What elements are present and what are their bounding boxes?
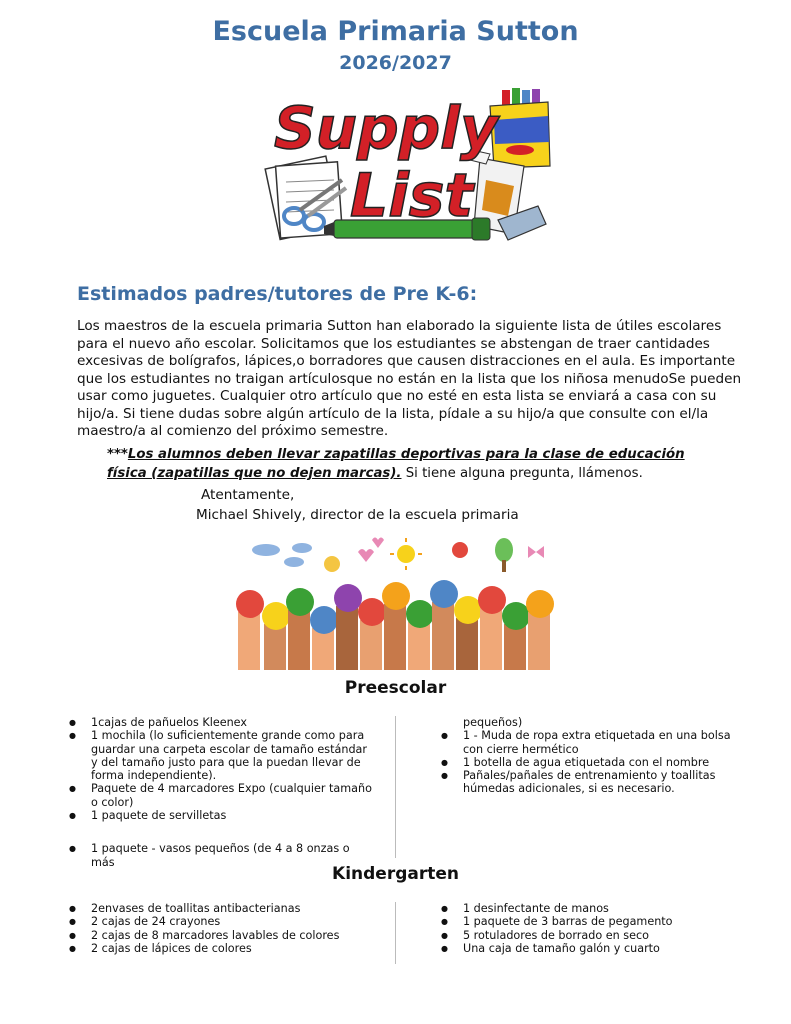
notice-emphasis: Los alumnos deben llevar zapatillas deportivas para la clase de educación física (zapatillas que no dejen marcas).	[107, 447, 685, 481]
list-item: ● 2 cajas de 8 marcadores lavables de colores	[70, 929, 375, 942]
preschool-list-left	[70, 716, 375, 869]
banner-word-list: List	[350, 161, 474, 231]
list-item: ● Paquete de 4 marcadores Expo (cualquier tamaño o color)	[70, 782, 375, 809]
list-item: ● Una caja de tamaño galón y cuarto	[442, 942, 747, 955]
preschool-list-right	[442, 716, 747, 796]
crayon-box-icon	[490, 88, 550, 168]
list-item-continuation: pequeños)	[463, 716, 523, 729]
kindergarten-list-right	[442, 902, 747, 955]
closing: Atentamente,	[201, 487, 295, 503]
supply-list-banner	[262, 84, 552, 252]
school-year: 2026/2027	[339, 52, 452, 74]
notice-rest: Si tiene alguna pregunta, llámenos.	[401, 466, 643, 481]
list-item: ● 1 paquete de servilletas	[70, 809, 375, 822]
shoes-notice	[107, 445, 717, 483]
banner-word-supply: Supply	[274, 94, 498, 162]
list-item: ● 1 paquete - vasos pequeños (de 4 a 8 onzas o más	[70, 842, 375, 869]
list-item: ● 2 cajas de lápices de colores	[70, 942, 375, 955]
notice-stars: ***	[107, 447, 128, 462]
list-item: ● 1 mochila (lo suficientemente grande como para guardar una carpeta escolar de tamaño estándar y del tamaño justo para que la puedan llevar de forma independiente).	[70, 729, 375, 782]
column-divider	[395, 902, 396, 964]
list-item: ● 2envases de toallitas antibacterianas	[70, 902, 375, 915]
list-item: ● 1 - Muda de ropa extra etiquetada en una bolsa con cierre hermético	[442, 729, 747, 756]
list-item: ● 1 desinfectante de manos	[442, 902, 747, 915]
list-item: ● 1cajas de pañuelos Kleenex	[70, 716, 375, 729]
preschool-heading: Preescolar	[344, 678, 447, 698]
list-item: ● 5 rotuladores de borrado en seco	[442, 929, 747, 942]
doodle-decorations-icon	[252, 538, 544, 573]
painted-hands-illustration	[236, 532, 562, 672]
list-item: ● 2 cajas de 24 crayones	[70, 915, 375, 928]
list-item: ● 1 paquete de 3 barras de pegamento	[442, 915, 747, 928]
intro-paragraph: Los maestros de la escuela primaria Sutton han elaborado la siguiente lista de útiles escolares para el nuevo año escolar. Solicitamos que los estudiantes se abstengan de traer cantidades excesivas de bolígrafos, lápices,o borradores que causen distracciones en el aula. Es importante que los estudiantes no traigan artículosque no están en la lista que los niñosa menudoSe pueden usar como juguetes. Cualquier otro artículo que no esté en esta lista se enviará a casa con su hijo/a. Si tiene dudas sobre algún artículo de la lista, pídale a su hijo/a que consulte con el/la maestro/a al comienzo del próximo semestre.	[77, 318, 742, 439]
kindergarten-heading: Kindergarten	[332, 864, 459, 884]
greeting: Estimados padres/tutores de Pre K-6:	[77, 283, 478, 305]
hands-icon	[236, 580, 554, 670]
column-divider	[395, 716, 396, 858]
list-item: ● 1 botella de agua etiquetada con el nombre	[442, 756, 747, 769]
list-item: ● Pañales/pañales de entrenamiento y toallitas húmedas adicionales, si es necesario.	[442, 769, 747, 796]
signature: Michael Shively, director de la escuela primaria	[196, 507, 519, 523]
kindergarten-list-left	[70, 902, 375, 955]
school-title: Escuela Primaria Sutton	[212, 16, 579, 47]
